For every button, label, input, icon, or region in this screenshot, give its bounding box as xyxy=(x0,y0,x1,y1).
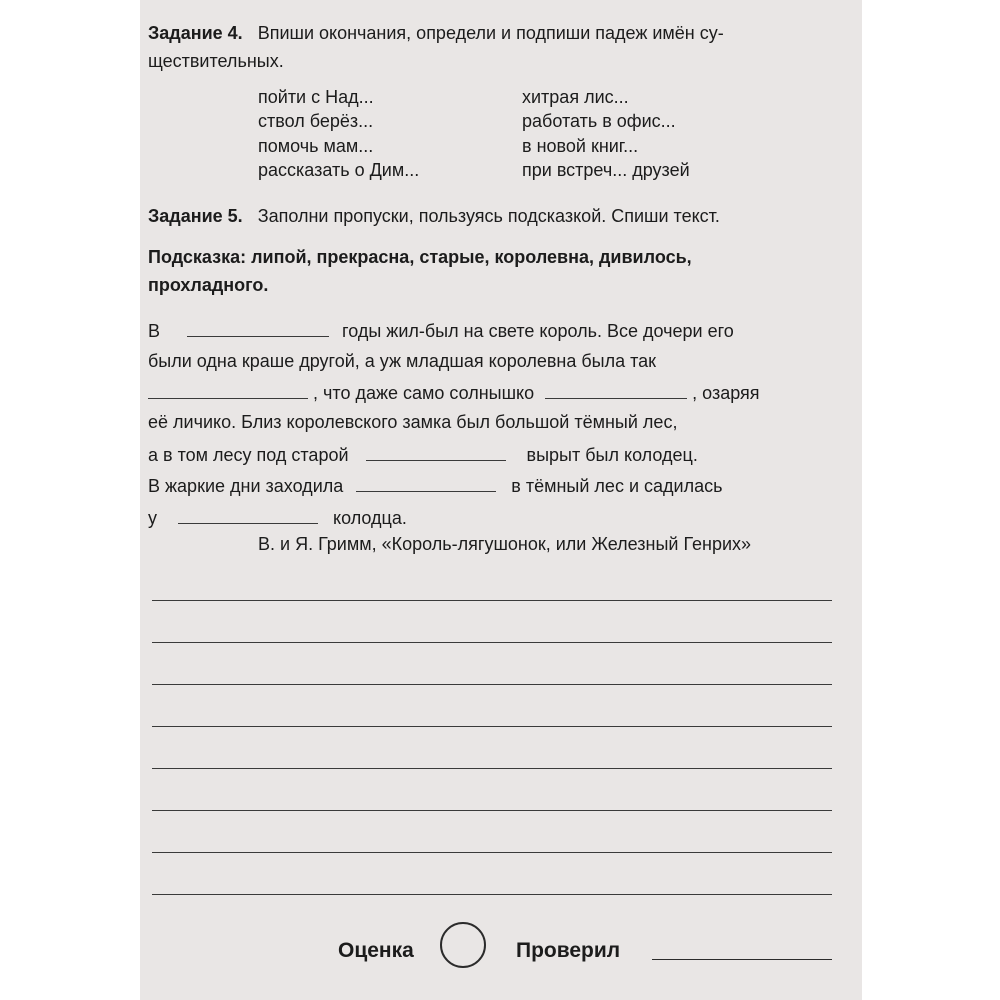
writing-line[interactable] xyxy=(152,810,832,811)
text-fragment: у xyxy=(148,508,157,528)
text-fragment: , озаряя xyxy=(692,383,760,403)
fill-blank[interactable] xyxy=(356,473,496,492)
grade-circle[interactable] xyxy=(440,922,486,968)
task4-word: помочь мам... xyxy=(258,136,374,156)
text-fragment: В xyxy=(148,321,161,341)
grade-label: Оценка xyxy=(338,939,414,962)
task4-instruction: Впиши окончания, определи и подпиши падеж имён су- xyxy=(257,23,724,43)
writing-line[interactable] xyxy=(152,600,832,601)
signature-line[interactable] xyxy=(652,959,832,960)
text-line-5 xyxy=(148,442,698,466)
writing-line[interactable] xyxy=(152,894,832,895)
task4-instruction-cont: ществительных. xyxy=(148,51,284,71)
task4-word: ствол берёз... xyxy=(258,111,374,131)
text-fragment: , что даже само солнышко xyxy=(313,383,535,403)
text-line-1 xyxy=(148,318,734,342)
task5-hint-cont: прохладного. xyxy=(148,275,269,295)
writing-line[interactable] xyxy=(152,642,832,643)
task5-hint: Подсказка: липой, прекрасна, старые, королевна, дивилось, xyxy=(148,247,692,267)
text-line-4: её личико. Близ королевского замка был большой тёмный лес, xyxy=(148,412,678,432)
paper-sheet xyxy=(140,0,862,1000)
text-line-7 xyxy=(148,505,407,529)
fill-blank[interactable] xyxy=(366,442,506,461)
fill-blank[interactable] xyxy=(148,380,308,399)
text-line-3 xyxy=(148,380,760,404)
fill-blank[interactable] xyxy=(545,380,687,399)
task5-label: Задание 5. xyxy=(148,206,243,226)
task4-word: хитрая лис... xyxy=(522,87,629,107)
text-fragment: колодца. xyxy=(333,508,407,528)
writing-line[interactable] xyxy=(152,768,832,769)
checked-label: Проверил xyxy=(516,939,621,962)
task4-line1 xyxy=(148,22,724,44)
text-fragment: вырыт был колодец. xyxy=(526,445,698,465)
writing-line[interactable] xyxy=(152,684,832,685)
writing-line[interactable] xyxy=(152,852,832,853)
task4-word: пойти с Над... xyxy=(258,87,374,107)
text-fragment: В жаркие дни заходила xyxy=(148,476,344,496)
text-line-6 xyxy=(148,473,722,497)
writing-line[interactable] xyxy=(152,726,832,727)
fill-blank[interactable] xyxy=(187,318,329,337)
text-fragment: а в том лесу под старой xyxy=(148,445,349,465)
text-fragment: в тёмный лес и садилась xyxy=(511,476,723,496)
task4-word: в новой книг... xyxy=(522,136,639,156)
task5-instruction: Заполни пропуски, пользуясь подсказкой. Спиши текст. xyxy=(257,206,720,226)
task4-word: работать в офис... xyxy=(522,111,676,131)
text-fragment: годы жил-был на свете король. Все дочери его xyxy=(342,321,734,341)
task4-word: при встреч... друзей xyxy=(522,160,690,180)
fill-blank[interactable] xyxy=(178,505,318,524)
task4-label: Задание 4. xyxy=(148,23,243,43)
task4-word: рассказать о Дим... xyxy=(258,160,420,180)
task5-header xyxy=(148,205,720,227)
text-source: В. и Я. Гримм, «Король-лягушонок, или Железный Генрих» xyxy=(258,534,752,554)
text-line-2: были одна краше другой, а уж младшая королевна была так xyxy=(148,351,657,371)
